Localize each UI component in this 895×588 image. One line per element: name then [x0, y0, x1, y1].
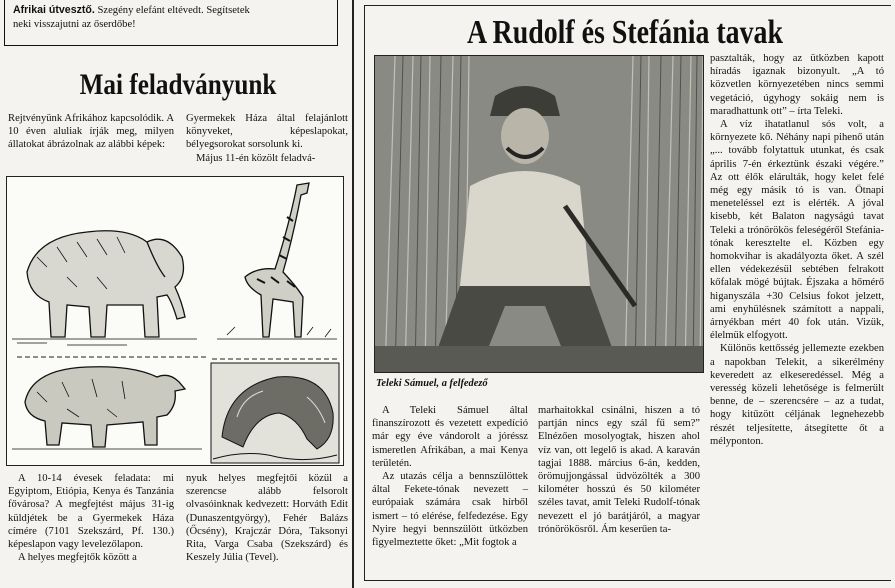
teaser-text-1: Szegény elefánt eltévedt. Segítsetek: [97, 5, 250, 16]
side-paragraph-1: pasztalták, hogy az ütközben kapott híradás igaznak bizonyult. „A tó közvetlen környezetében nincs semmi vegetáció, úgyhogy sokáig nem is maradhattunk ott” – írta Teleki.: [710, 53, 884, 117]
right-side-column: [710, 52, 884, 448]
left-bottom-col2: [186, 472, 348, 564]
teaser-text-2: neki visszajutni az őserdőbe!: [13, 18, 136, 30]
goal-paragraph: Az utazás célja a bennszülöttek által Fekete-tónak nevezett – európaiak számára csak hírből ismert – tó elérése, felfedezése. Egy Nyire hegyi bennszülött ütközben figyelmeztette őket: „Mit fogtok a: [372, 471, 528, 549]
lake-paragraph: marhaitokkal csinálni, hiszen a tó partján nincs egy szál fű sem?” Elnézően mosolyogtak, hiszen ahol víz van, ott legelő is akad. A karaván tagjai 1888. március 6-án, kedden, örömujjongással üdvözölték a 300 kilométer hosszú és 50 kilométer széles tavat, amit Teleki Rudolf-tónak nevezett el jó barátjáról, a magyar trónörökösről. Ám keserűen ta-: [538, 405, 700, 535]
left-bottom-col1: [8, 472, 174, 564]
right-article-title: A Rudolf és Stefánia tavak: [466, 14, 784, 51]
right-bottom-col1: [372, 404, 528, 549]
expedition-paragraph: A Teleki Sámuel által finanszírozott és vezetett expedíció már egy éve vándorolt a jóréssz ismeretlen Afrikában, a mai Kenya területén.: [372, 405, 528, 469]
task-paragraph: A 10-14 évesek feladata: mi Egyiptom, Etiópia, Kenya és Tanzánia fővárosa? A megfejtést május 31-ig küldjétek be a Gyermekek Háza címére (7101 Szekszárd, Pf. 130.) képeslapon vagy levelezőlapon.: [8, 473, 174, 551]
winners-paragraph: nyuk helyes megfejtői közül a szerencse alább felsorolt olvasóinknak kedvezett: Horváth Edit (Dunaszentgyörgy), Fehér Balázs (Őcsény), Krajczár Dóra, Taksonyi Rita, Varga Csaba (Szekszárd) és Keszely Júlia (Tevel).: [186, 473, 348, 564]
prize-paragraph: Gyermekek Háza által felajánlott könyveket, képeslapokat, bélyegsorokat sorsolunk ki.: [186, 113, 348, 151]
right-bottom-col2: [538, 404, 700, 536]
photo-caption: Teleki Sámuel, a felfedező: [376, 378, 488, 389]
left-intro-col2: [186, 112, 348, 165]
rhino-drawing: [12, 367, 202, 449]
left-intro-col1: [8, 112, 174, 152]
side-paragraph-3: Különös kettősség jellemezte ezekben a napokban Telekit, a sikerélmény keveredett az elkeseredéssel. Még a veresség közeli lehetősége is felmerült benne, de – szerencsére – az a tudat, hogy kitűzött céljának legnehezebb részét teljesítette, átsegítette őt a mélyponton.: [710, 343, 884, 447]
animal-pictures-panel: [6, 176, 344, 466]
explorer-photo-illustration: [375, 56, 704, 373]
draw-paragraph: A helyes megfejtők között a: [18, 552, 137, 564]
column-divider: [352, 0, 354, 588]
side-paragraph-2: A víz ihatatlanul sós volt, a környezete kő. Néhány napi pihenő után „... tovább folytattuk utunkat, és csak április 7-én érkeztünk északi végére.” Az ott élők elárulták, hogy kelet felé még egy másik tó is van. Ötnapi meneteléssel ezt is elérték. A jóval kisebb, két Balaton nagyságú tavat Teleki a trónörökös feleségéről Stefánia-tónak keresztelte el. Közben egy homokvihar is akadályozta őket. A szél ellen védekezésül sebtében felrakott kőfalak mögé bújtak. Éjszaka a hőmérő higanyszála +30 Celsius fokot jelzett, ami enyhülésnek számított a nappali, árnyékban mért 40 fok után. Vizük, élelmük elfogyott.: [710, 119, 884, 342]
teleki-photo: [374, 55, 704, 373]
giraffe-drawing: [217, 183, 337, 339]
intro-paragraph: Rejtvényünk Afrikához kapcsolódik. A 10 éven aluliak írják meg, milyen állatokat ábrázolnak az alábbi képek:: [8, 113, 174, 151]
elephant-drawing: [12, 231, 197, 345]
left-article-title: Mai feladványunk: [79, 68, 277, 101]
winners-lead-paragraph: Május 11-én közölt feladvá-: [196, 152, 316, 164]
lion-drawing: [211, 363, 339, 463]
animal-drawings: [7, 177, 344, 466]
teaser-label: Afrikai útvesztő.: [13, 4, 95, 16]
puzzle-teaser-box: [4, 0, 338, 46]
